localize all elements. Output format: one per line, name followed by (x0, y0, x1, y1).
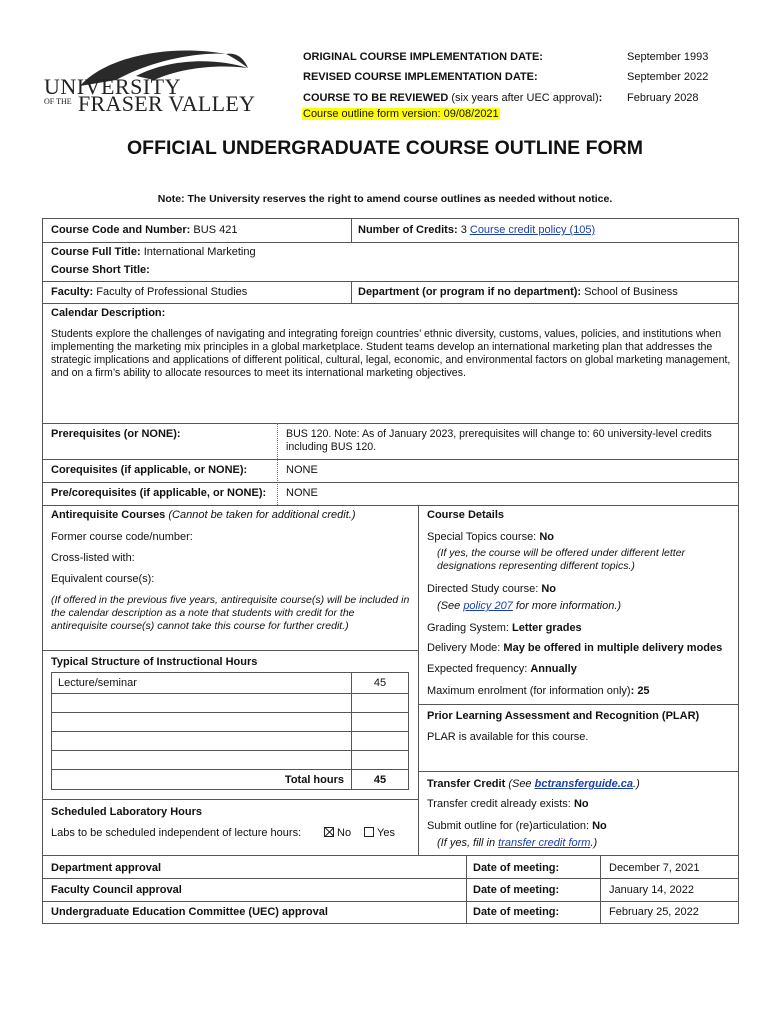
divider (51, 769, 409, 770)
page-title: OFFICIAL UNDERGRADUATE COURSE OUTLINE FORM (126, 137, 644, 159)
course-details-heading: Course Details (427, 509, 505, 521)
lab-hours-heading: Scheduled Laboratory Hours (51, 806, 202, 818)
course-short-title-label: Course Short Title: (51, 264, 150, 276)
transfer-credit-form-link[interactable]: transfer credit form (498, 837, 591, 849)
special-topics-note: (If yes, the course will be offered under different letter designations representing different topics.) (437, 547, 686, 572)
grading-value: Letter grades (511, 622, 582, 634)
plar-text: PLAR is available for this course. (427, 731, 589, 743)
uec-approval-label: Undergraduate Education Committee (UEC) approval (51, 906, 328, 918)
plar-heading: Prior Learning Assessment and Recognition (PLAR) (427, 710, 700, 722)
divider (351, 281, 352, 303)
course-code-label: Course Code and Number: (51, 224, 191, 236)
directed-study-note (437, 600, 621, 612)
full-title-label: Course Full Title: (51, 246, 141, 258)
transfer-form-note (437, 837, 597, 849)
fill-pre: (If yes, fill in (437, 837, 496, 849)
prerequisites-label: Prerequisites (or NONE): (51, 428, 181, 440)
calendar-description-label: Calendar Description: (51, 307, 166, 319)
lab-hours-question: Labs to be scheduled independent of lecture hours: (51, 827, 302, 839)
directed-study-label: Directed Study course: (427, 583, 539, 595)
directed-study-value: No (541, 583, 557, 595)
directed-note-pre: (See (437, 600, 461, 612)
antireq-heading-note: (Cannot be taken for additional credit.) (168, 509, 356, 521)
divider (418, 771, 739, 772)
bctransferguide-link[interactable]: bctransferguide.ca (534, 778, 634, 790)
logo-of-the-text: OF THE (44, 97, 72, 106)
credits-label: Number of Credits: (358, 224, 458, 236)
review-date-value: February 2028 (627, 92, 699, 104)
divider (42, 878, 739, 879)
prerequisites-value: BUS 120. Note: As of January 2023, prerequisites will change to: 60 university-level credits including BUS 120. (286, 428, 712, 453)
amend-note: Note: The University reserves the right to amend course outlines as needed without notice. (157, 193, 613, 205)
divider (42, 855, 739, 856)
total-hours-value: 45 (373, 774, 387, 786)
cross-listed-label: Cross-listed with: (51, 552, 135, 564)
form-version: Course outline form version: 09/08/2021 (303, 108, 499, 120)
faculty-council-approval-label: Faculty Council approval (51, 884, 182, 896)
divider (42, 242, 739, 243)
delivery-value: May be offered in multiple delivery modes (503, 642, 723, 654)
lab-yes-label: Yes (377, 827, 395, 839)
review-date-label (303, 92, 602, 104)
submit-label: Submit outline for (re)articulation: (427, 820, 590, 832)
corequisites-value: NONE (286, 464, 318, 476)
antireq-heading-label: Antirequisite Courses (51, 509, 166, 521)
frequency-value: Annually (530, 663, 577, 675)
revised-date-label: REVISED COURSE IMPLEMENTATION DATE: (303, 71, 538, 83)
review-label-bold: COURSE TO BE REVIEWED (303, 92, 449, 104)
divider (51, 750, 409, 751)
transfer-note-pre: (See (508, 778, 532, 790)
directed-study (427, 583, 556, 595)
divider (600, 855, 601, 924)
instructional-hours-heading: Typical Structure of Instructional Hours (51, 656, 258, 668)
lab-no-option[interactable] (324, 827, 351, 839)
divider (42, 459, 739, 460)
review-colon: : (598, 92, 603, 104)
enrolment-colon: : (630, 685, 635, 697)
logo-university-text: UNIVERSITY (44, 74, 181, 99)
antireq-note: (If offered in the previous five years, antirequisite course(s) will be included in the calendar description as a note that students with credit for the antirequisite course(s) cannot take this course for further credit.) (51, 594, 410, 632)
equivalent-courses-label: Equivalent course(s): (51, 573, 155, 585)
divider (418, 505, 419, 855)
department-label: Department (or program if no department): (358, 286, 582, 298)
logo-fraser-valley-text: FRASER VALLEY (78, 91, 256, 116)
faculty-label: Faculty: (51, 286, 94, 298)
divider (42, 799, 418, 800)
course-code (51, 224, 237, 236)
full-title-value: International Marketing (143, 246, 256, 258)
department-approval-label: Department approval (51, 862, 162, 874)
enrolment-label: Maximum enrolment (for information only) (427, 685, 631, 697)
divider (42, 281, 739, 282)
transfer-exists-label: Transfer credit already exists: (427, 798, 571, 810)
delivery-label: Delivery Mode: (427, 642, 501, 654)
special-topics (427, 531, 554, 543)
department (358, 286, 678, 298)
faculty (51, 286, 247, 298)
expected-frequency (427, 663, 577, 675)
credits-value: 3 (460, 224, 467, 236)
policy-207-link[interactable]: policy 207 (463, 600, 513, 612)
hours-row-label: Lecture/seminar (58, 677, 137, 689)
special-topics-label: Special Topics course: (427, 531, 537, 543)
transfer-heading-label: Transfer Credit (427, 778, 506, 790)
divider (277, 423, 278, 505)
transfer-credit-heading (427, 778, 640, 790)
meeting-date-label: Date of meeting: (473, 906, 560, 918)
divider (418, 704, 739, 705)
review-label-note: (six years after UEC approval) (451, 92, 599, 104)
former-course-label: Former course code/number: (51, 531, 193, 543)
divider (42, 505, 739, 506)
credits (358, 224, 595, 236)
revised-date-value: September 2022 (627, 71, 709, 83)
meeting-date-label: Date of meeting: (473, 862, 560, 874)
divider (42, 650, 418, 651)
submit-value: No (592, 820, 607, 832)
divider (51, 731, 409, 732)
corequisites-label: Corequisites (if applicable, or NONE): (51, 464, 248, 476)
calendar-description: Students explore the challenges of navigating and integrating foreign countries’ ethnic diversity, customs, values, policies, and institutions when implementing the marketing mix principles in a global marketplace. Student teams develop an international marketing plan that addresses the strategic implications and applications of different political, cultural, legal, economic, and environmental factors on global marketing management, and on a firm’s ability to allocate resources to meet its international marketing objectives. (51, 328, 731, 379)
hours-row-value: 45 (373, 677, 387, 689)
frequency-label: Expected frequency: (427, 663, 528, 675)
divider (42, 303, 739, 304)
transfer-exists (427, 798, 589, 810)
divider (42, 901, 739, 902)
grading-system (427, 622, 582, 634)
university-logo (40, 46, 256, 118)
course-code-value: BUS 421 (193, 224, 238, 236)
faculty-council-approval-date: January 14, 2022 (609, 884, 695, 896)
lab-no-checkbox[interactable] (324, 827, 334, 837)
grading-label: Grading System: (427, 622, 509, 634)
divider (51, 712, 409, 713)
faculty-value: Faculty of Professional Studies (96, 286, 248, 298)
department-approval-date: December 7, 2021 (609, 862, 700, 874)
department-value: School of Business (584, 286, 678, 298)
fill-post: .) (590, 837, 598, 849)
precorequisites-label: Pre/corequisites (if applicable, or NONE): (51, 487, 267, 499)
credit-policy-link[interactable]: Course credit policy (105) (469, 224, 596, 236)
divider (51, 693, 409, 694)
maximum-enrolment (427, 685, 650, 697)
uec-approval-date: February 25, 2022 (609, 906, 699, 918)
precorequisites-value: NONE (286, 487, 318, 499)
total-hours-label: Total hours (284, 774, 344, 786)
original-date-value: September 1993 (627, 51, 709, 63)
delivery-mode (427, 642, 722, 654)
lab-no-label: No (337, 827, 352, 839)
divider (351, 218, 352, 242)
transfer-note-post: .) (633, 778, 640, 790)
special-topics-value: No (539, 531, 554, 543)
course-full-title (51, 246, 256, 258)
enrolment-value: 25 (637, 685, 650, 697)
antirequisite-heading (51, 509, 355, 521)
transfer-exists-value: No (573, 798, 589, 810)
original-date-label: ORIGINAL COURSE IMPLEMENTATION DATE: (303, 51, 543, 63)
divider (42, 482, 739, 483)
lab-yes-option[interactable] (364, 827, 395, 839)
lab-yes-checkbox[interactable] (364, 827, 374, 837)
submit-rearticulation (427, 820, 607, 832)
meeting-date-label: Date of meeting: (473, 884, 560, 896)
divider (466, 855, 467, 924)
divider (42, 423, 739, 424)
directed-note-post: for more information.) (515, 600, 622, 612)
